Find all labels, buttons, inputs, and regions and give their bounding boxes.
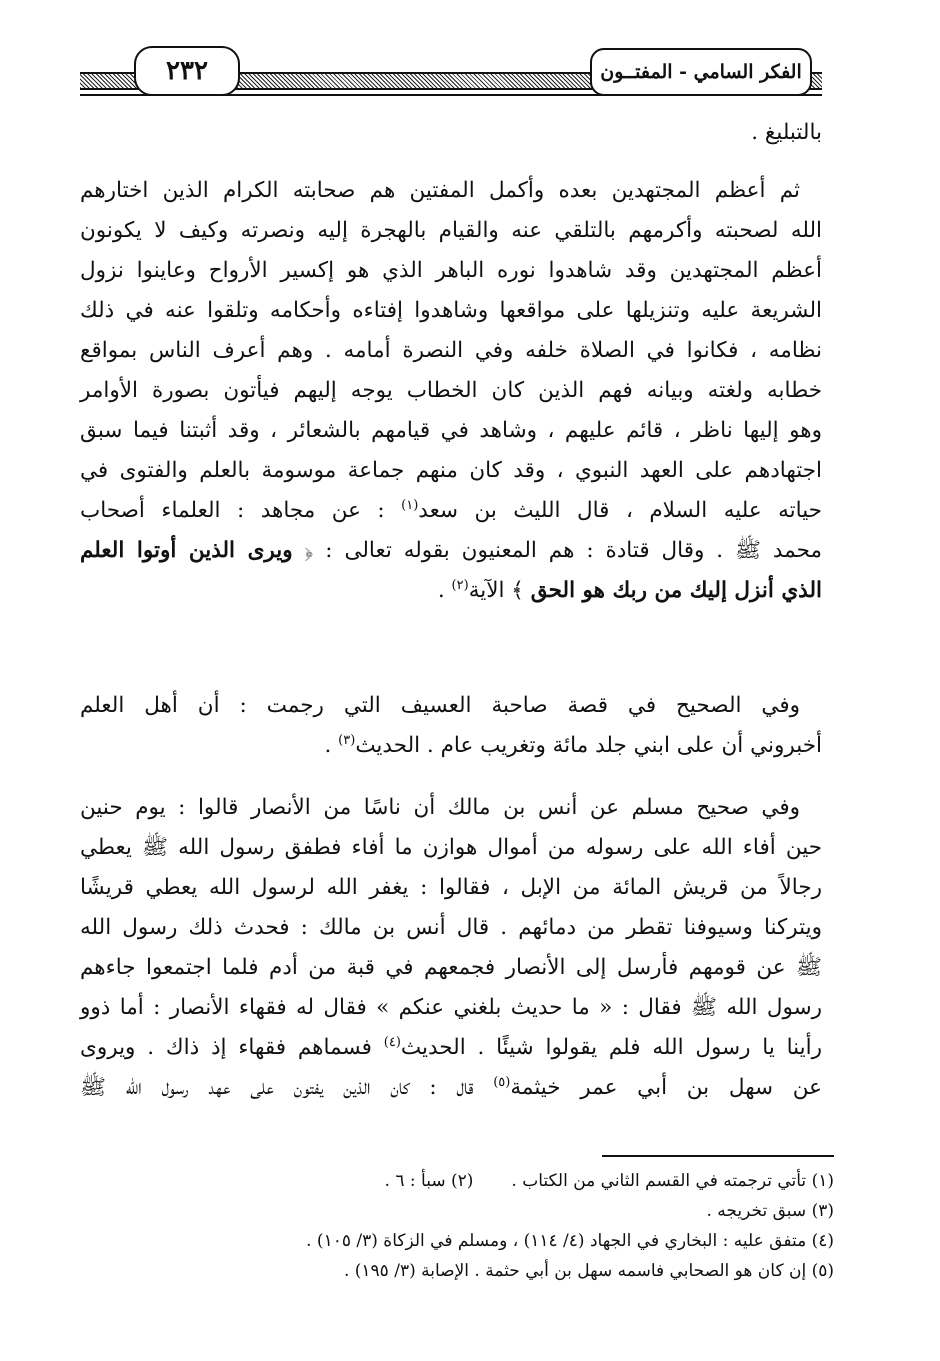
text-line: اجتهادهم على العهد النبوي ، وقد كان منهم جماعة موسومة بالعلم والفتوى في xyxy=(80,458,822,483)
text-line: وهو إليها ناظر ، قائم عليهم ، وشاهد في قيامهم بالشعائر ، وقد أثبتنا فيما سبق xyxy=(80,418,822,443)
paragraph-1 xyxy=(80,113,822,153)
paragraph-4 xyxy=(80,788,822,1108)
text-line: خطابه ولغته وبيانه فهم الذين كان الخطاب يوجه إليهم فيأتون بصورة الأوامر xyxy=(80,378,822,403)
footnotes xyxy=(80,1166,834,1286)
text-line: محمد ﷺ . وقال قتادة : هم المعنيون بقوله تعالى : ﴿ ويرى الذين أوتوا العلم xyxy=(80,538,822,563)
footnote-ref-4: (٤) xyxy=(383,1034,401,1050)
footnote-1: (١) تأتي ترجمته في القسم الثاني من الكتاب . xyxy=(511,1171,834,1191)
text-line: أخبروني أن على ابني جلد مائة وتغريب عام . الحديث$^{(٣)}$ . xyxy=(324,732,822,758)
text-line: الشريعة عليه وتنزيلها على مواقعها وشاهدوا إفتاءه وأحكامه وتلقوا عنه في ذلك xyxy=(80,298,822,323)
footnote-4: (٤) متفق عليه : البخاري في الجهاد (٤/ ١١٤) ، ومسلم في الزكاة (٣/ ١٠٥) . xyxy=(306,1231,834,1251)
text-line: نظامه ، فكانوا في الصلاة خلفه وفي النصرة أمامه . وهم أعرف الناس بمواقع xyxy=(80,338,822,363)
running-title: الفكر السامي - المفتــون xyxy=(590,48,812,96)
footnote-3: (٣) سبق تخريجه . xyxy=(706,1201,834,1221)
text-line: الذي أنزل إليك من ربك هو الحق ﴾ الآية$^{(٢)}$ . xyxy=(437,577,822,603)
footnote-ref-1: (١) xyxy=(401,497,419,513)
text-line: وفي الصحيح في قصة صاحبة العسيف التي رجمت : أن أهل العلم xyxy=(80,693,800,718)
footnote-ref-2: (٢) xyxy=(451,577,469,593)
page-header xyxy=(80,40,822,102)
text-line: حياته عليه السلام ، قال الليث بن سعد$^{(١)}$ : عن مجاهد : العلماء أصحاب xyxy=(80,497,822,523)
text-line: رسول الله ﷺ فقال : « ما حديث بلغني عنكم » فقال له فقهاء الأنصار : أما ذوو xyxy=(80,995,822,1020)
footnote-2: (٢) سبأ : ٦ . xyxy=(384,1171,474,1191)
text-line: رجالاً من قريش المائة من الإبل ، فقالوا : يغفر الله لرسول الله يعطي قريشًا xyxy=(80,875,822,900)
text-line: ويتركنا وسيوفنا تقطر من دمائهم . قال أنس بن مالك : فحدث ذلك رسول الله xyxy=(80,915,822,940)
text-line: ثم أعظم المجتهدين بعده وأكمل المفتين هم صحابته الكرام الذين اختارهم xyxy=(80,178,800,203)
paragraph-3 xyxy=(80,686,822,766)
footnote-separator xyxy=(602,1155,834,1157)
text-line: رأينا يا رسول الله فلم يقولوا شيئًا . الحديث$^{(٤)}$ فسماهم فقهاء إذ ذاك . ويروى xyxy=(80,1034,823,1060)
footnote-row xyxy=(80,1166,834,1196)
footnote-ref-3: (٣) xyxy=(338,732,356,748)
paragraph-2 xyxy=(80,171,822,611)
text-line: أعظم المجتهدين وقد شاهدوا نوره الباهر الذي هو إكسير الأرواح وعاينوا نزول xyxy=(80,258,822,283)
text-line: ﷺ عن قومهم فأرسل إلى الأنصار فجمعهم في قبة من أدم فلما اجتمعوا جاءهم xyxy=(80,955,822,980)
text-line: الله لصحبته وأكرمهم بالتلقي عنه والقيام بالهجرة إليه ونصرته وكيف لا يكونون xyxy=(80,218,822,243)
text-line: حين أفاء الله على رسوله من أموال هوازن ما أفاء فطفق رسول الله ﷺ يعطي xyxy=(80,835,822,860)
page-number: ٢٣٢ xyxy=(134,46,240,96)
text-line: بالتبليغ . xyxy=(751,120,822,145)
text-line: عن سهل بن أبي عمر خيثمة$^{(٥)}$ قال : كان الذين يفتون على عهد رسول الله ﷺ xyxy=(80,1074,822,1100)
text-line: وفي صحيح مسلم عن أنس بن مالك أن ناسًا من الأنصار قالوا : يوم حنين xyxy=(80,795,800,820)
footnote-ref-5: (٥) xyxy=(493,1074,511,1090)
footnote-5: (٥) إن كان هو الصحابي فاسمه سهل بن أبي حثمة . الإصابة (٣/ ١٩٥) . xyxy=(343,1261,834,1281)
